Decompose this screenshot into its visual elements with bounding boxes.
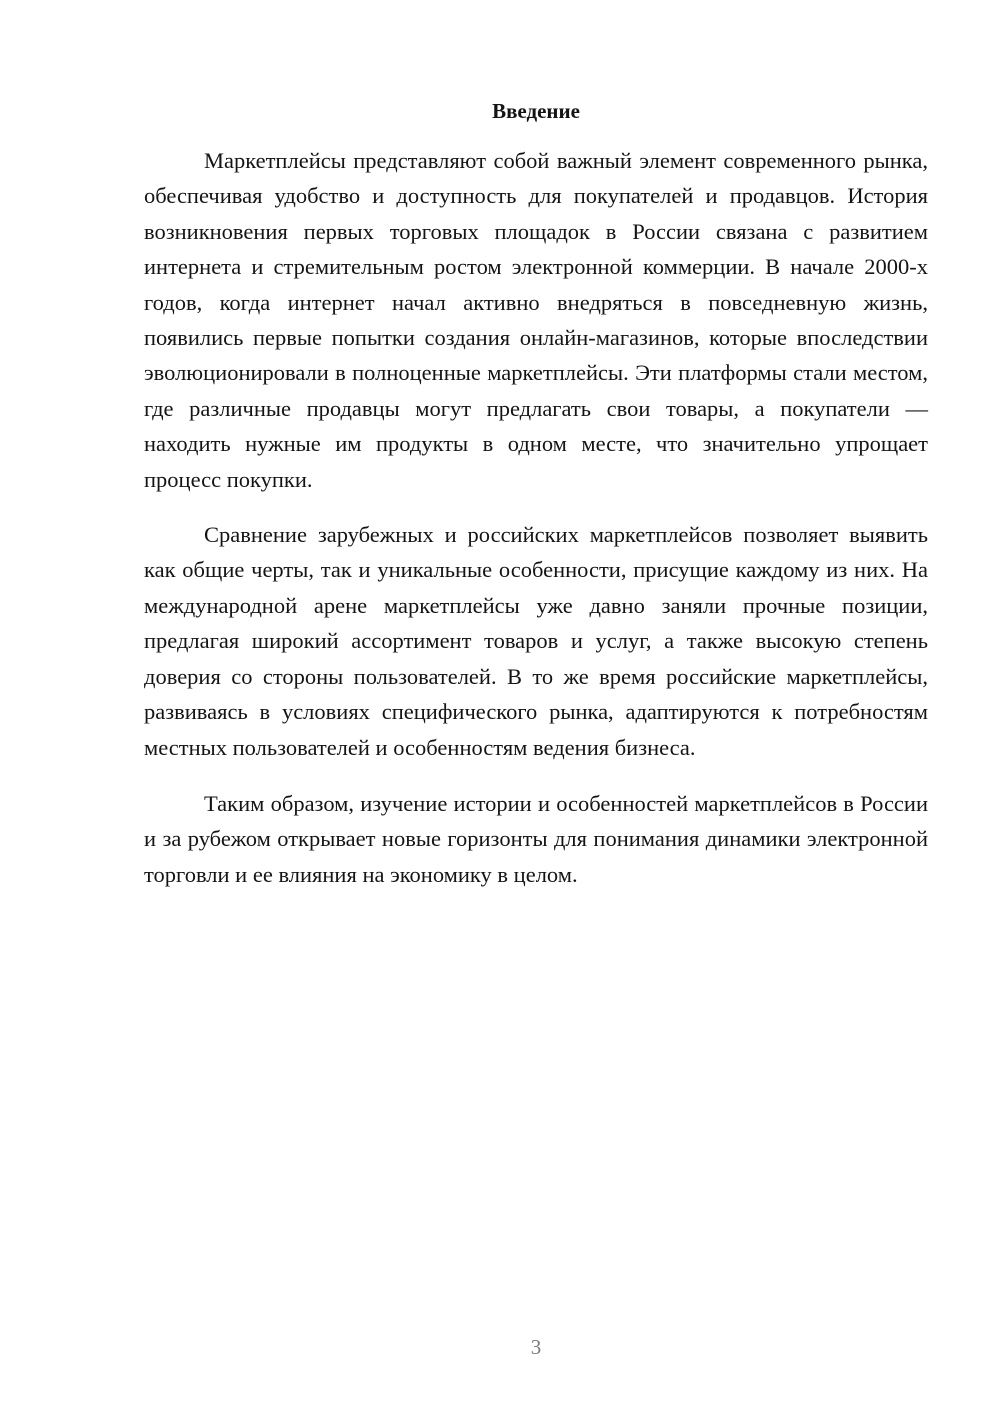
page-number: 3 — [530, 1335, 542, 1359]
paragraph-history: Маркетплейсы представляют собой важный элемент современного рынка, обеспечивая удобство и доступность для покупателей и продавцов. История возникновения первых торговых площадок в России связана с развитием интернета и стремительным ростом электронной коммерции. В начале 2000-х годов, когда интернет начал активно внедряться в повседневную жизнь, появились первые попытки создания онлайн-магазинов, которые впоследствии эволюционировали в полноценные маркетплейсы. Эти платформы стали местом, где различные продавцы могут предлагать свои товары, а покупатели — находить нужные им продукты в одном месте, что значительно упрощает процесс покупки. — [144, 148, 928, 492]
page-content — [144, 96, 928, 892]
paragraph-conclusion: Таким образом, изучение истории и особенностей маркетплейсов в России и за рубежом открывает новые горизонты для понимания динамики электронной торговли и ее влияния на экономику в целом. — [144, 790, 928, 887]
section-heading: Введение — [492, 99, 580, 123]
paragraph-comparison: Сравнение зарубежных и российских маркетплейсов позволяет выявить как общие черты, так и уникальные особенности, присущие каждому из них. На международной арене маркетплейсы уже давно заняли прочные позиции, предлагая широкий ассортимент товаров и услуг, а также высокую степень доверия со стороны пользователей. В то же время российские маркетплейсы, развиваясь в условиях специфического рынка, адаптируются к потребностям местных пользователей и особенностям ведения бизнеса. — [144, 522, 928, 760]
